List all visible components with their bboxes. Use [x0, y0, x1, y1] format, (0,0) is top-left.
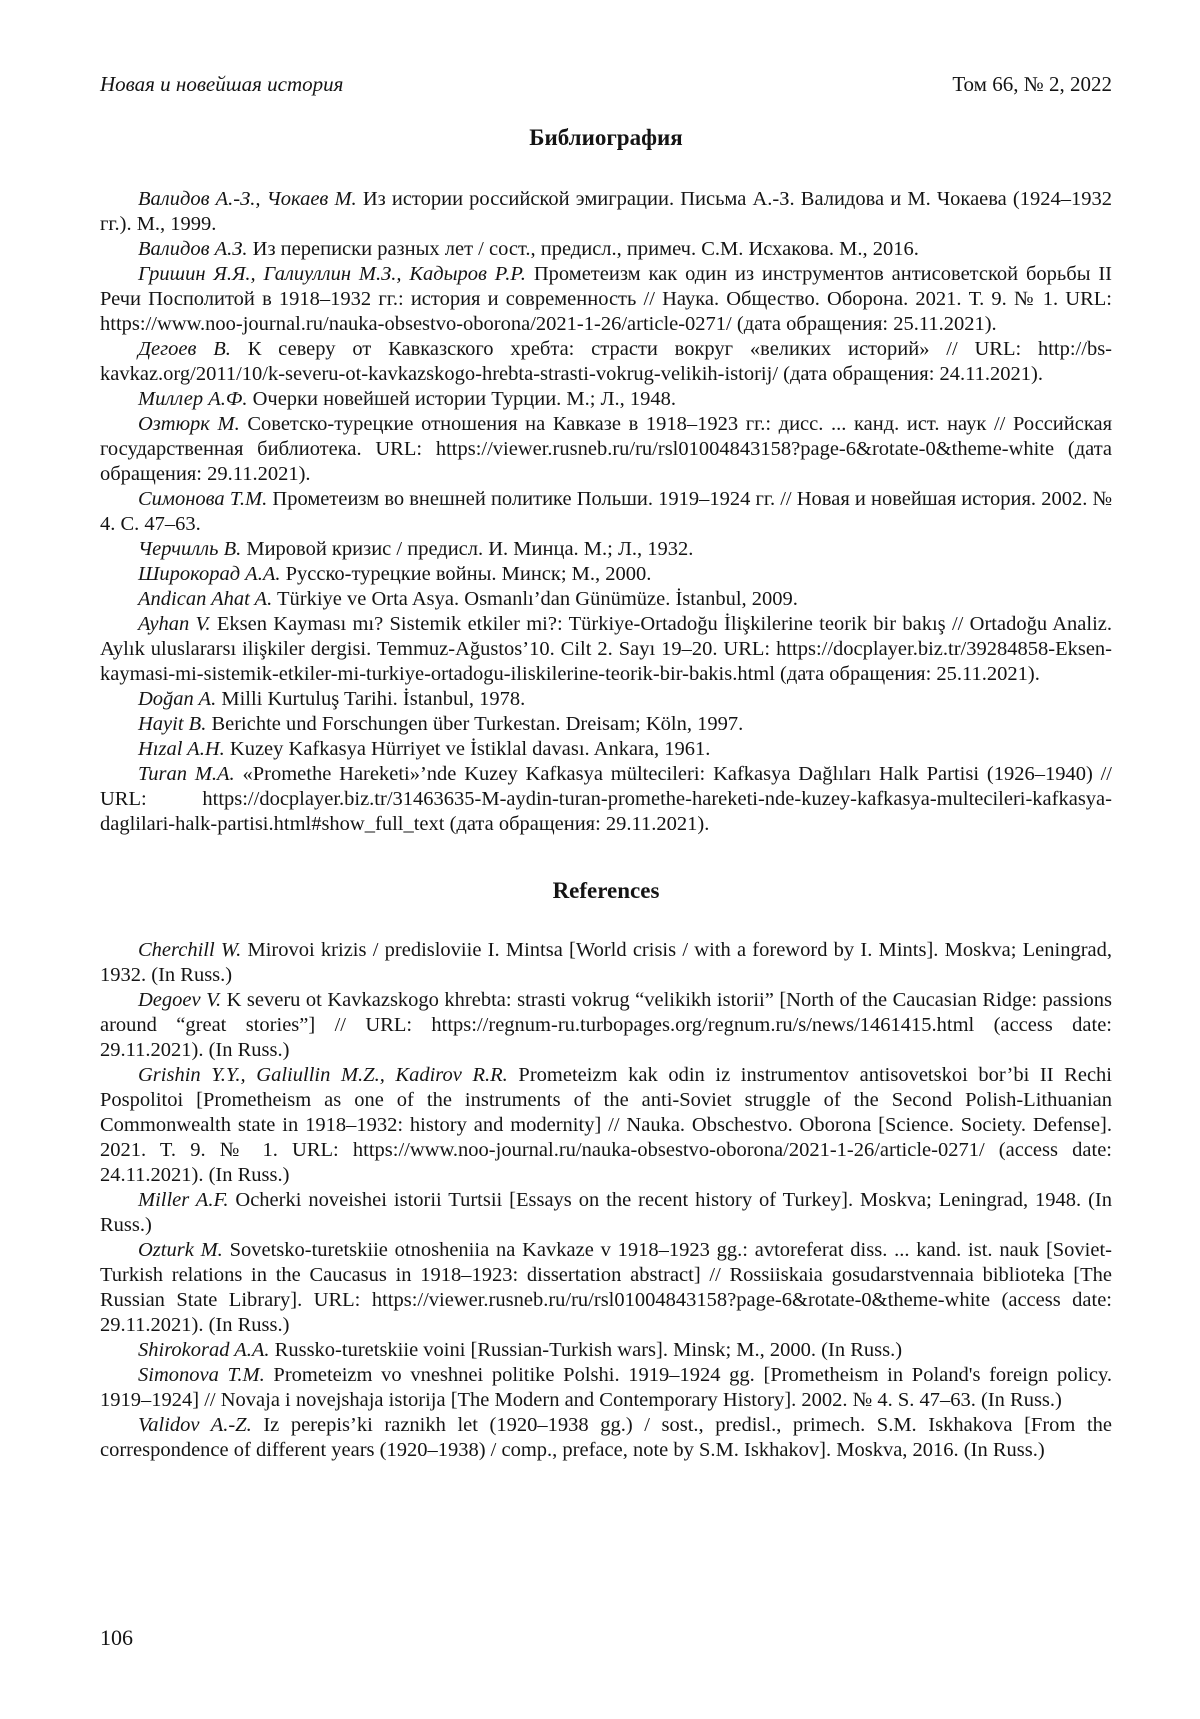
bibliography-entry — [100, 1188, 1112, 1238]
entry-author: Andican Ahat A. — [138, 588, 273, 610]
references-section-title: References — [552, 878, 660, 903]
entry-text: Berichte und Forschungen über Turkestan. Dreisam; Köln, 1997. — [211, 713, 744, 735]
bibliography-entry — [100, 762, 1112, 837]
bibliography-entry — [100, 537, 1112, 562]
entry-author: Ozturk M. — [138, 1239, 223, 1261]
bibliography-entry — [100, 187, 1112, 237]
bibliography-entry — [100, 687, 1112, 712]
entry-text: Из истории российской эмиграции. Письма А.-З. Валидова и М. Чокаева (1924–1932 гг.). М., 1999. — [100, 188, 1112, 235]
entry-author: Hayit B. — [138, 713, 207, 735]
entry-text: «Promethe Hareketi»’nde Kuzey Kafkasya mültecileri: Kafkasya Dağlıları Halk Partisi (1926–1940) // URL: https://docplayer.biz.tr/31463635-M-aydin-turan-promethe-hareketi-nde-kuzey-kafkasya-multecileri-kafkasya-daglilari-halk-partisi.html#show_full_text (дата обращения: 29.11.2021). — [100, 763, 1112, 835]
entry-author: Cherchill W. — [138, 939, 242, 961]
entry-text: Мировой кризис / предисл. И. Минца. М.; Л., 1932. — [246, 538, 694, 560]
entry-text: Iz perepis’ki raznikh let (1920–1938 gg.) / sost., predisl., primech. S.M. Iskhakova [From the correspondence of different years (1920–1938) / comp., preface, note by S.M. Iskhakov]. Moskva, 2016. (In Russ.) — [100, 1414, 1112, 1461]
bibliography-entry — [100, 387, 1112, 412]
entry-text: Prometeizm vo vneshnei politike Polshi. 1919–1924 gg. [Prometheism in Poland's foreign policy. 1919–1924] // Novaja i novejshaja istorija [The Modern and Contemporary History]. 2002. № 4. S. 47–63. (In Russ.) — [100, 1364, 1113, 1411]
running-head — [100, 72, 1112, 97]
entry-author: Doğan A. — [138, 688, 217, 710]
entry-author: Simonova T.M. — [138, 1364, 265, 1386]
bibliography-entry — [100, 412, 1112, 487]
bibliography-entry — [100, 1063, 1112, 1188]
entry-author: Ayhan V. — [138, 613, 211, 635]
entry-text: Прометеизм во внешней политике Польши. 1919–1924 гг. // Новая и новейшая история. 2002. № 4. С. 47–63. — [100, 488, 1113, 535]
entry-author: Grishin Y.Y., Galiullin M.Z., Kadirov R.R. — [138, 1064, 508, 1086]
entry-author: Озтюрк М. — [138, 413, 240, 435]
bibliography-entry — [100, 1363, 1112, 1413]
entry-author: Миллер А.Ф. — [138, 388, 248, 410]
bibliography-entry — [100, 1238, 1112, 1338]
entry-text: Ocherki noveishei istorii Turtsii [Essays on the recent history of Turkey]. Moskva; Leningrad, 1948. (In Russ.) — [100, 1189, 1112, 1236]
bibliography-entry — [100, 262, 1112, 337]
entry-text: Russko-turetskiie voini [Russian-Turkish wars]. Minsk; M., 2000. (In Russ.) — [274, 1339, 903, 1361]
entry-text: Русско-турецкие войны. Минск; М., 2000. — [285, 563, 652, 585]
entry-author: Черчилль В. — [138, 538, 242, 560]
entry-text: Sovetsko-turetskiie otnosheniia na Kavkaze v 1918–1923 gg.: avtoreferat diss. ... kand. ist. nauk [Soviet-Turkish relations in the Caucasus in 1918–1923: dissertation abstract] // Rossiiskaia gosudarstvennaia biblioteka [The Russian State Library]. URL: https://viewer.rusneb.ru/ru/rsl01004843158?page-6&rotate-0&theme-white (access date: 29.11.2021). (In Russ.) — [100, 1239, 1112, 1336]
bibliography-entry — [100, 237, 1112, 262]
bibliography-section-title: Библиография — [529, 125, 683, 150]
entry-author: Валидов А.-З., Чокаев М. — [138, 188, 357, 210]
entry-author: Симонова Т.М. — [138, 488, 268, 510]
entry-author: Широкорад А.А. — [138, 563, 281, 585]
entry-text: Eksen Kayması mı? Sistemik etkiler mi?: Türkiye-Ortadoğu İlişkilerine teorik bir bakış // Ortadoğu Analiz. Aylık uluslararsı ilişkiler dergisi. Temmuz-Ağustos’10. Cilt 2. Sayı 19–20. URL: https://docplayer.biz.tr/39284858-Eksen-kaymasi-mi-sistemik-etkiler-mi-turkiye-ortadogu-iliskilerine-teorik-bir-bakis.html (дата обращения: 25.11.2021). — [100, 613, 1113, 685]
entry-text: Очерки новейшей истории Турции. М.; Л., 1948. — [252, 388, 676, 410]
bibliography-entry — [100, 988, 1112, 1063]
bibliography-entries — [100, 187, 1112, 837]
entry-author: Degoev V. — [138, 989, 222, 1011]
entry-text: K severu ot Kavkazskogo khrebta: strasti vokrug “velikikh istorii” [North of the Caucasian Ridge: passions around “great stories”] // URL: https://regnum-ru.turbopages.org/regnum.ru/s/news/1461415.html (access date: 29.11.2021). (In Russ.) — [100, 989, 1113, 1061]
entry-text: Türkiye ve Orta Asya. Osmanlı’dan Günümüze. İstanbul, 2009. — [276, 588, 798, 610]
bibliography-entry — [100, 562, 1112, 587]
entry-text: Milli Kurtuluş Tarihi. İstanbul, 1978. — [221, 688, 526, 710]
entry-text: Из переписки разных лет / сост., предисл., примеч. С.М. Исхакова. М., 2016. — [252, 238, 919, 260]
entry-text: Mirovoi krizis / predisloviie I. Mintsa [World crisis / with a foreword by I. Mints]. Moskva; Leningrad, 1932. (In Russ.) — [100, 939, 1113, 986]
bibliography-entry — [100, 612, 1112, 687]
bibliography-entry — [100, 337, 1112, 387]
page-number: 106 — [100, 1625, 133, 1650]
bibliography-entry — [100, 938, 1112, 988]
bibliography-entry — [100, 1413, 1112, 1463]
bibliography-entry — [100, 487, 1112, 537]
bibliography-entry — [100, 737, 1112, 762]
bibliography-entry — [100, 712, 1112, 737]
entry-author: Валидов А.З. — [138, 238, 248, 260]
entry-author: Hızal A.H. — [138, 738, 225, 760]
entry-text: Prometeizm kak odin iz instrumentov antisovetskoi bor’bi II Rechi Pospolitoi [Prometheism as one of the instruments of the anti-Soviet struggle of the Second Polish-Lithuanian Commonwealth state in 1918–1932: history and modernity] // Nauka. Obschestvo. Oborona [Science. Society. Defense]. 2021. T. 9. № 1. URL: https://www.noo-journal.ru/nauka-obsestvo-oborona/2021-1-26/article-0271/ (access date: 24.11.2021). (In Russ.) — [100, 1064, 1112, 1186]
entry-text: Прометеизм как один из инструментов антисоветской борьбы II Речи Посполитой в 1918–1932 гг.: история и современность // Наука. Общество. Оборона. 2021. Т. 9. № 1. URL: https://www.noo-journal.ru/nauka-obsestvo-oborona/2021-1-26/article-0271/ (дата обращения: 25.11.2021). — [100, 263, 1112, 335]
page-content — [100, 72, 1112, 1463]
entry-author: Validov A.-Z. — [138, 1414, 252, 1436]
entry-text: Kuzey Kafkasya Hürriyet ve İstiklal davası. Ankara, 1961. — [229, 738, 711, 760]
entry-author: Shirokorad A.A. — [138, 1339, 270, 1361]
entry-author: Miller A.F. — [138, 1189, 229, 1211]
entry-author: Гришин Я.Я., Галиуллин М.З., Кадыров Р.Р. — [138, 263, 526, 285]
entry-text: Советско-турецкие отношения на Кавказе в 1918–1923 гг.: дисс. ... канд. ист. наук // Российская государственная библиотека. URL: https://viewer.rusneb.ru/ru/rsl01004843158?page-6&rotate-0&theme-white (дата обращения: 29.11.2021). — [100, 413, 1113, 485]
bibliography-entry — [100, 587, 1112, 612]
references-entries — [100, 938, 1112, 1463]
bibliography-entry — [100, 1338, 1112, 1363]
entry-author: Turan M.A. — [138, 763, 235, 785]
volume-issue: Том 66, № 2, 2022 — [952, 72, 1112, 96]
entry-author: Дегоев В. — [138, 338, 231, 360]
journal-title: Новая и новейшая история — [100, 72, 344, 96]
entry-text: К северу от Кавказского хребта: страсти вокруг «великих историй» // URL: http://bs-kavkaz.org/2011/10/k-severu-ot-kavkazskogo-hrebta-strasti-vokrug-velikih-istorij/ (дата обращения: 24.11.2021). — [100, 338, 1113, 385]
